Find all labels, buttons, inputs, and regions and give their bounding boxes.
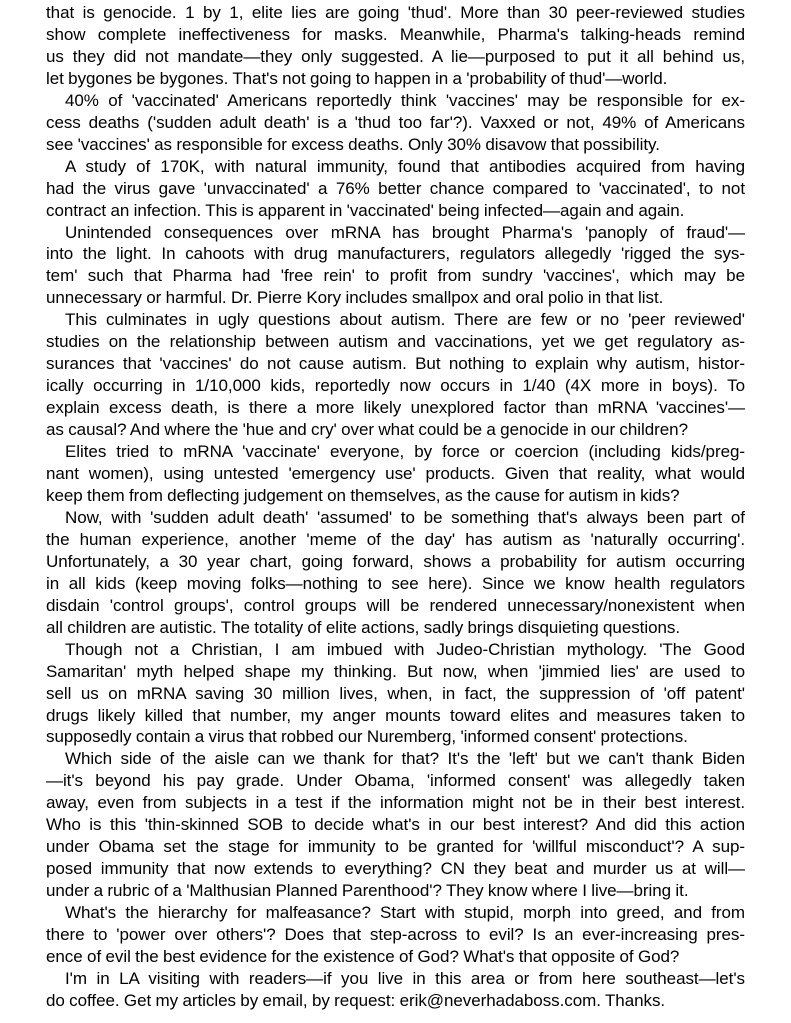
article-paragraph [46,441,745,507]
text-line: keep them from deflecting judgement on themselves, as the cause for autism in kids? [46,485,680,505]
article-paragraph [46,902,745,968]
text-line: Unintended consequences over mRNA has brought Pharma's 'panoply of fraud'— [65,222,745,242]
text-line: there to 'power over others'? Does that step-across to evil? Is an ever-increasing pres- [46,925,745,945]
text-line: Though not a Christian, I am imbued with Judeo-Christian mythology. 'The Good [65,639,745,659]
text-line: as causal? And where the 'hue and cry' over what could be a genocide in our children? [46,420,688,440]
text-line: unnecessary or harmful. Dr. Pierre Kory includes smallpox and oral polio in that list. [46,288,664,308]
text-line: cess deaths ('sudden adult death' is a 'thud too far'?). Vaxxed or not, 49% of Americans [46,112,745,132]
text-line: in all kids (keep moving folks—nothing to see here). Since we know health regulators [46,573,745,593]
text-line: Which side of the aisle can we thank for that? It's the 'left' but we can't thank Biden [65,749,745,769]
text-line: us they did not mandate—they only suggested. A lie—purposed to put it all behind us, [46,46,745,66]
text-line: studies on the relationship between autism and vaccinations, yet we get regulatory as- [46,332,745,352]
text-line: posed immunity that now extends to everything? CN they beat and murder us at will— [46,859,745,879]
text-line: A study of 170K, with natural immunity, found that antibodies acquired from having [65,156,745,176]
text-line: ence of evil the best evidence for the existence of God? What's that opposite of God? [46,946,680,966]
text-line: all children are autistic. The totality of elite actions, sadly brings disquieting questions. [46,617,681,637]
text-line: disdain 'control groups', control groups will be rendered unnecessary/nonexistent when [46,595,745,615]
article-paragraph [46,2,745,90]
text-line: sell us on mRNA saving 30 million lives, when, in fact, the suppression of 'off patent' [46,683,745,703]
text-line: Samaritan' myth helped shape my thinking. But now, when 'jimmied lies' are used to [46,661,745,681]
article-paragraph [46,507,745,639]
text-line: had the virus gave 'unvaccinated' a 76% better chance compared to 'vaccinated', to not [46,178,745,198]
text-line: contract an infection. This is apparent in 'vaccinated' being infected—again and again. [46,200,685,220]
text-line: explain excess death, is there a more likely unexplored factor than mRNA 'vaccines'— [46,398,745,418]
text-line: supposedly contain a virus that robbed our Nuremberg, 'informed consent' protections. [46,727,688,747]
text-line: Elites tried to mRNA 'vaccinate' everyone, by force or coercion (including kids/preg- [65,442,745,462]
text-line: Who is this 'thin-skinned SOB to decide what's in our best interest? And did this action [46,815,745,835]
article-paragraph [46,222,745,310]
text-line: the human experience, another 'meme of the day' has autism as 'naturally occurring'. [46,529,745,549]
article-paragraph [46,968,745,1012]
text-line: that is genocide. 1 by 1, elite lies are going 'thud'. More than 30 peer-reviewed studies [46,3,745,22]
article-paragraph [46,156,745,222]
text-line: away, even from subjects in a test if the information might not be in their best interest. [46,793,745,813]
text-line: into the light. In cahoots with drug manufacturers, regulators allegedly 'rigged the sys- [46,244,745,264]
text-line: 40% of 'vaccinated' Americans reportedly think 'vaccines' may be responsible for ex- [65,90,745,110]
text-line: surances that 'vaccines' do not cause autism. But nothing to explain why autism, histor- [46,354,745,374]
text-line: What's the hierarchy for malfeasance? Start with stupid, morph into greed, and from [65,903,745,923]
text-line: This culminates in ugly questions about autism. There are few or no 'peer reviewed' [65,310,745,330]
text-line: —it's beyond his pay grade. Under Obama, 'informed consent' was allegedly taken [46,771,745,791]
text-line: under Obama set the stage for immunity to be granted for 'willful misconduct'? A sup- [46,837,745,857]
article-paragraph [46,90,745,156]
text-line: Now, with 'sudden adult death' 'assumed' to be something that's always been part of [65,507,745,527]
text-line: Unfortunately, a 30 year chart, going forward, shows a probability for autism occurring [46,551,745,571]
text-line: show complete ineffectiveness for masks. Meanwhile, Pharma's talking-heads remind [46,24,745,44]
text-line: do coffee. Get my articles by email, by request: erik@neverhadaboss.com. Thanks. [46,990,666,1010]
text-line: under a rubric of a 'Malthusian Planned Parenthood'? They know where I live—bring it. [46,881,689,901]
text-line: see 'vaccines' as responsible for excess deaths. Only 30% disavow that possibility. [46,134,660,154]
article-column [46,2,745,1012]
text-line: nant women), using untested 'emergency use' products. Given that reality, what would [46,464,745,484]
text-line: ically occurring in 1/10,000 kids, reportedly now occurs in 1/40 (4X more in boys). To [46,376,745,396]
text-line: drugs likely killed that number, my anger mounts toward elites and measures taken to [46,705,745,725]
text-line: tem' such that Pharma had 'free rein' to profit from sundry 'vaccines', which may be [46,266,745,286]
article-paragraph [46,309,745,441]
text-line: let bygones be bygones. That's not going to happen in a 'probability of thud'—world. [46,68,668,88]
article-paragraph [46,639,745,749]
text-line: I'm in LA visiting with readers—if you live in this area or from here southeast—let's [65,968,745,988]
article-paragraph [46,748,745,902]
